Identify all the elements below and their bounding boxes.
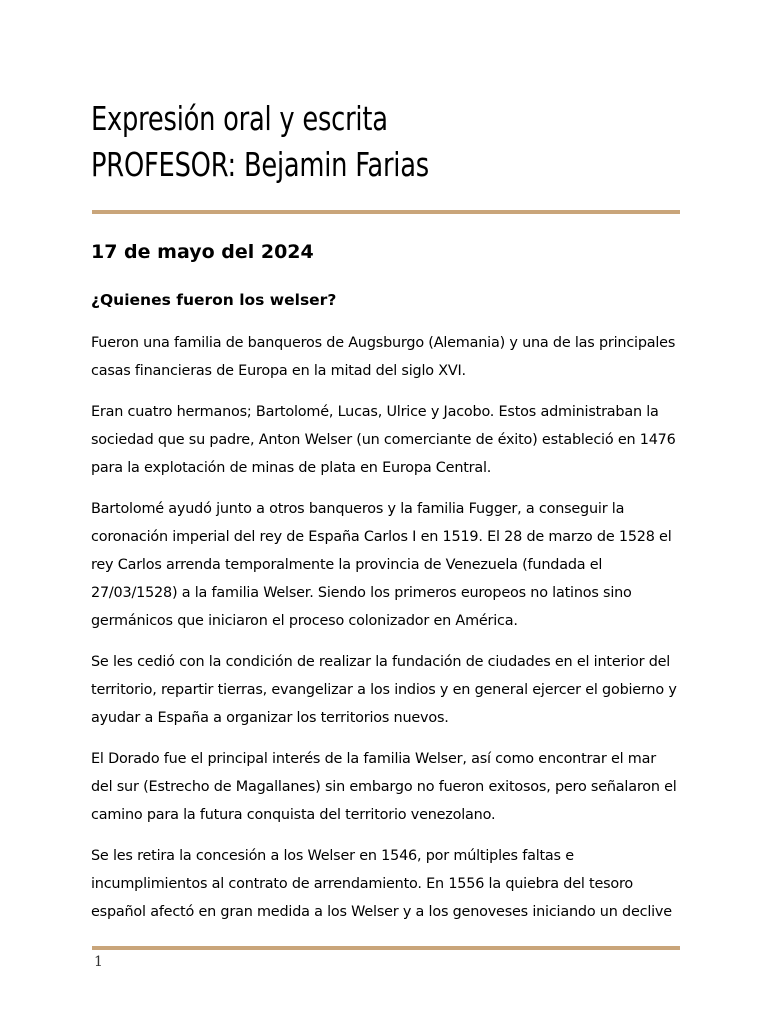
body-text [91,329,681,925]
title-line-professor: PROFESOR: Bejamin Farias [91,145,429,184]
paragraph: Se les cedió con la condición de realizar la fundación de ciudades en el interior del territorio, repartir tierras, evangelizar a los indios y en general ejercer el gobierno y ayudar a España a organizar los territorios nuevos. [91,654,677,726]
page-number: 1 [94,954,103,970]
paragraph: Fueron una familia de banqueros de Augsburgo (Alemania) y una de las principales casas financieras de Europa en la mitad del siglo XVI. [91,335,676,379]
section-question: ¿Quienes fueron los welser? [91,291,337,309]
page-title [91,96,429,188]
entry-date: 17 de mayo del 2024 [91,241,314,263]
footer-divider [92,946,680,950]
paragraph: Se les retira la concesión a los Welser en 1546, por múltiples faltas e incumplimientos al contrato de arrendamiento. En 1556 la quiebra del tesoro español afectó en gran medida a los Welser y a los genoveses iniciando un declive [91,848,672,920]
title-line-course: Expresión oral y escrita [91,99,388,138]
paragraph: El Dorado fue el principal interés de la familia Welser, así como encontrar el mar del sur (Estrecho de Magallanes) sin embargo no fueron exitosos, pero señalaron el camino para la futura conquista del territorio venezolano. [91,751,677,823]
paragraph: Eran cuatro hermanos; Bartolomé, Lucas, Ulrice y Jacobo. Estos administraban la sociedad que su padre, Anton Welser (un comerciante de éxito) estableció en 1476 para la explotación de minas de plata en Europa Central. [91,404,676,476]
header-divider [92,210,680,214]
paragraph: Bartolomé ayudó junto a otros banqueros y la familia Fugger, a conseguir la coronación imperial del rey de España Carlos I en 1519. El 28 de marzo de 1528 el rey Carlos arrenda temporalmente la provincia de Venezuela (fundada el 27/03/1528) a la familia Welser. Siendo los primeros europeos no latinos sino germánicos que iniciaron el proceso colonizador en América. [91,501,672,629]
